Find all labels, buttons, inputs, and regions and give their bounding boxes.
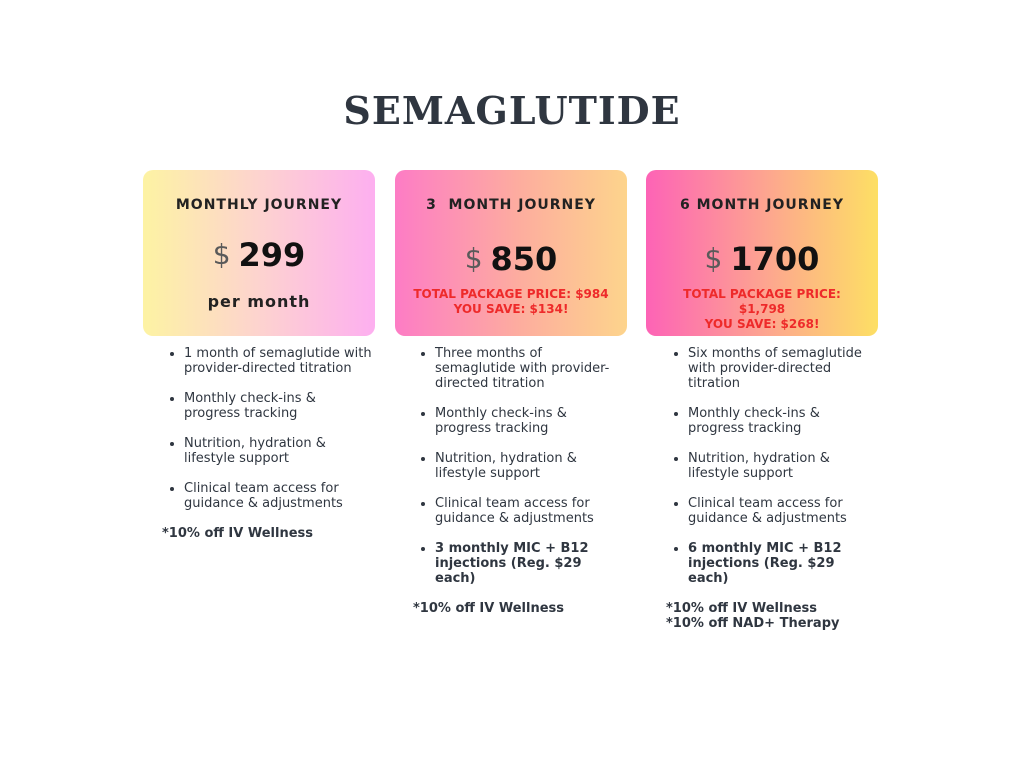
plan-card-monthly: [143, 170, 375, 336]
total-package-price: TOTAL PACKAGE PRICE: $984: [413, 287, 609, 301]
discount-note: *10% off IV Wellness: [666, 601, 818, 616]
plan-name: 3 MONTH JOURNEY: [426, 197, 596, 213]
discount-note: *10% off NAD+ Therapy: [666, 616, 840, 631]
discount-note: *10% off IV Wellness: [162, 526, 314, 541]
plan-name: MONTHLY JOURNEY: [175, 197, 343, 213]
feature-item: • Clinical team access for guidance & adjustments: [688, 496, 876, 526]
plan-card-3-month: [395, 170, 627, 336]
promo-text: [413, 287, 609, 317]
feature-list-6-month: [666, 346, 876, 631]
feature-item: • Six months of semaglutide with provider-directed titration: [688, 346, 876, 391]
plan-name: 6 MONTH JOURNEY: [680, 197, 844, 213]
feature-item: • Monthly check-ins & progress tracking: [435, 406, 623, 436]
feature-item: • Monthly check-ins & progress tracking: [688, 406, 876, 436]
feature-item-injections: • 3 monthly MIC + B12 injections (Reg. $29 each): [435, 541, 623, 586]
feature-item: • Nutrition, hydration & lifestyle support: [184, 436, 372, 466]
price-period: per month: [207, 292, 311, 311]
currency-symbol: $: [464, 242, 483, 275]
savings-text: YOU SAVE: $268!: [704, 317, 820, 331]
feature-item: • Monthly check-ins & progress tracking: [184, 391, 372, 421]
feature-item-injections: • 6 monthly MIC + B12 injections (Reg. $29 each): [688, 541, 876, 586]
page-title: SEMAGLUTIDE: [343, 88, 681, 133]
feature-item: • Clinical team access for guidance & adjustments: [435, 496, 623, 526]
feature-item: • Nutrition, hydration & lifestyle support: [435, 451, 623, 481]
promo-text: [664, 287, 860, 332]
plan-card-6-month: [646, 170, 878, 336]
price-amount: 299: [238, 236, 306, 274]
discount-note: *10% off IV Wellness: [413, 601, 565, 616]
feature-list-3-month: [413, 346, 623, 616]
currency-symbol: $: [704, 242, 723, 275]
savings-text: YOU SAVE: $134!: [453, 302, 569, 316]
price-amount: 850: [490, 240, 558, 278]
price-amount: 1700: [730, 240, 820, 278]
feature-item: • Three months of semaglutide with provider-directed titration: [435, 346, 623, 391]
price: [395, 240, 627, 278]
feature-item: • 1 month of semaglutide with provider-directed titration: [184, 346, 372, 376]
currency-symbol: $: [212, 238, 231, 271]
feature-list-monthly: [162, 346, 372, 541]
price: [143, 236, 375, 274]
feature-item: • Clinical team access for guidance & adjustments: [184, 481, 372, 511]
feature-item: • Nutrition, hydration & lifestyle support: [688, 451, 876, 481]
price: [646, 240, 878, 278]
total-package-price: TOTAL PACKAGE PRICE: $1,798: [683, 287, 841, 316]
